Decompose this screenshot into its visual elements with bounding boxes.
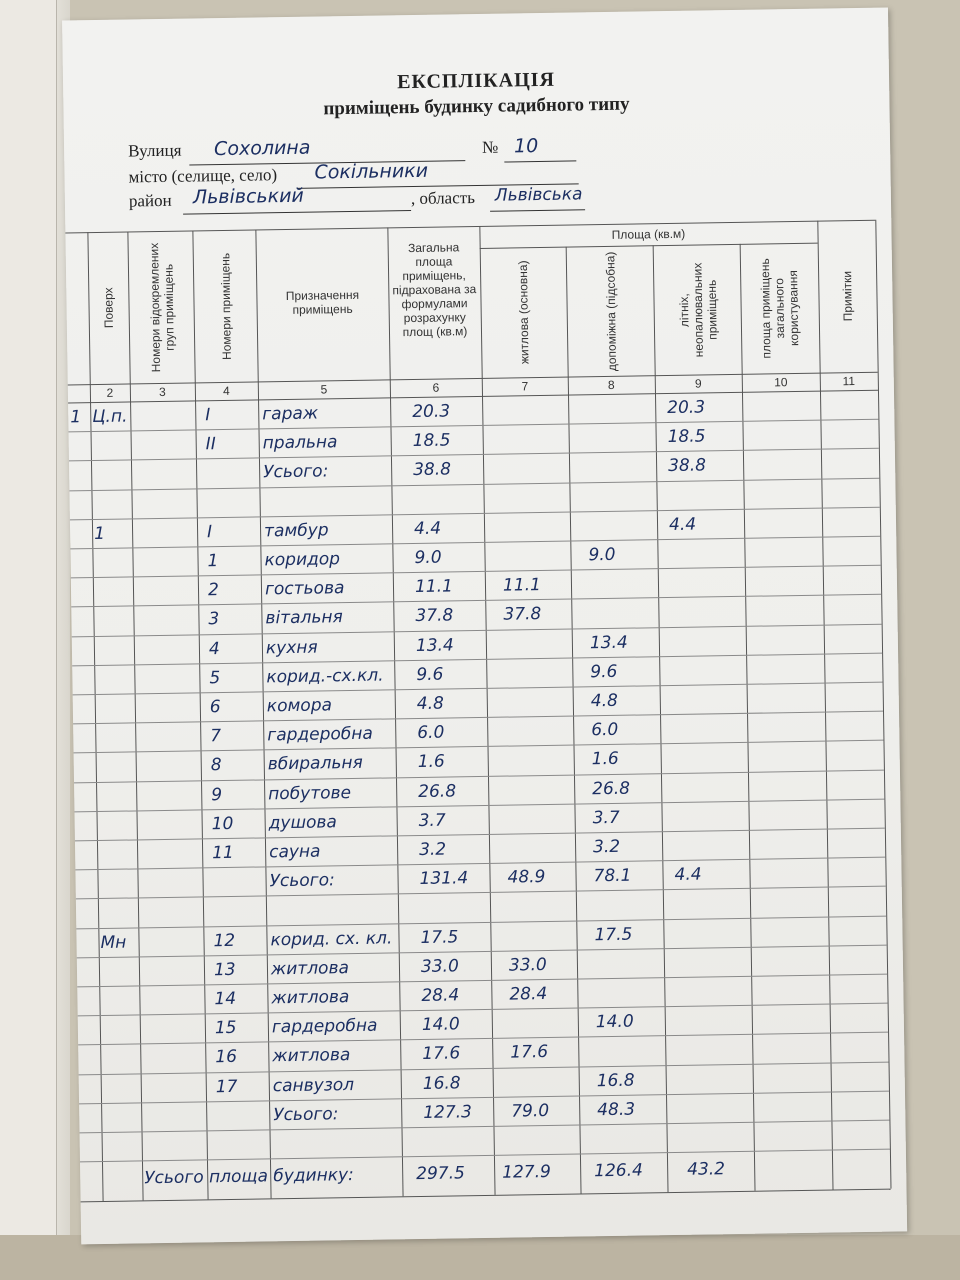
purpose-cell: гардеробна [267,723,374,746]
aux-area-cell: 26.8 [592,778,631,799]
living-area-cell: 11.1 [502,575,541,596]
total-area-cell: 4.4 [413,518,442,539]
purpose-cell: гараж [262,403,319,425]
header-purpose: Призначення приміщень [285,287,360,317]
column-rule-5 [387,227,403,1196]
total-area-cell: 13.4 [415,635,454,656]
total-area-cell: 1.6 [417,751,445,773]
total-area-cell: 33.0 [420,956,459,977]
room-number-cell: 8 [210,755,222,776]
room-number-cell: 14 [214,988,237,1010]
table-row [72,623,882,637]
table-row [74,740,884,754]
header-c2: Поверх [101,287,116,329]
room-number-cell: 9 [211,784,223,805]
column-number-11: 11 [842,374,856,389]
header-c10: площа приміщень загального користування [757,258,802,359]
aux-area-cell: 48.3 [597,1099,636,1121]
explication-sheet [62,8,907,1245]
summer-area-cell: 18.5 [667,426,706,448]
total-area-cell: 3.7 [418,810,446,831]
column-number-6: 6 [432,380,440,395]
purpose-cell: комора [266,695,333,717]
previous-page-edge [0,0,57,1280]
column-number-10: 10 [774,375,788,390]
document-subtitle: приміщень будинку садибного типу [323,93,630,120]
aux-area-cell: 3.7 [592,807,620,829]
total-area-cell: 17.6 [422,1043,461,1065]
explication-table [62,8,907,1245]
table-row [78,1003,888,1017]
room-number-cell: 2 [207,580,220,601]
total-area-cell: 9.6 [416,664,444,685]
header-c11: Примітки [840,270,855,322]
purpose-cell: коридор [264,549,341,571]
total-area-cell: 11.1 [414,576,454,598]
table-row [80,1120,890,1134]
living-area-cell: 79.0 [511,1100,550,1122]
table-row [74,798,884,812]
purpose-cell: житлова [270,957,350,980]
number-value: 10 [513,135,539,158]
room-number-cell: 12 [213,930,236,951]
purpose-cell: сауна [268,841,321,863]
aux-area-cell: 1.6 [591,749,619,770]
row-marker: 1 [70,407,82,428]
column-number-5: 5 [320,382,328,397]
table-bottom-rule [81,1189,891,1203]
column-number-9: 9 [694,376,702,391]
street-value: Сохолина [213,136,311,161]
room-number-cell: 7 [210,726,222,747]
room-number-cell: 17 [215,1076,238,1097]
total-area-cell: 20.3 [412,401,451,423]
table-row [78,1032,888,1046]
purpose-cell: побутове [268,782,352,804]
purpose-cell: житлова [271,987,350,1009]
living-area-cell: 17.6 [510,1042,549,1063]
district-label: район [128,190,172,211]
table-row [76,915,886,929]
purpose-cell: санвузол [272,1074,355,1096]
table-row [71,565,881,579]
city-label: місто (селище, село) [128,165,278,187]
grand-total-aux: 126.4 [594,1160,644,1182]
aux-area-cell: 9.0 [588,544,616,566]
room-number-cell: 6 [209,697,221,718]
header-area-group: Площа (кв.м) [611,226,686,242]
living-area-cell: 48.9 [507,867,546,888]
purpose-cell: Усього: [263,461,329,483]
purpose-cell: корид. сх. кл. [270,928,393,950]
living-area-cell: 33.0 [508,954,547,976]
room-number-cell: 13 [213,959,236,981]
room-number-cell: I [206,521,213,543]
purpose-cell: кухня [265,637,318,658]
city-value: Сокільники [314,159,429,184]
total-area-cell: 28.4 [421,985,460,1006]
aux-area-cell: 13.4 [589,632,628,653]
region-value: Львівська [494,184,583,206]
purpose-cell: Усього: [273,1104,339,1126]
district-value: Львівський [192,184,304,209]
header-c3: Номери відокремлених груп приміщень [146,242,176,372]
total-area-cell: 4.8 [416,693,445,714]
room-number-cell: 1 [207,551,219,572]
header-c1 [65,232,89,384]
total-area-cell: 26.8 [418,780,457,802]
column-number-2: 2 [106,385,114,400]
table-row [75,828,885,842]
total-area-cell: 14.0 [421,1014,460,1036]
living-area-cell: 37.8 [503,604,542,626]
aux-area-cell: 78.1 [593,865,632,887]
purpose-cell: корид.-сх.кл. [266,665,384,688]
room-number-cell: 3 [208,609,220,630]
table-row [74,769,884,783]
aux-area-cell: 14.0 [595,1011,634,1033]
grand-total-label: Усього площа будинку: [144,1165,354,1189]
purpose-cell: пральна [262,432,338,454]
street-label: Вулиця [127,140,182,161]
region-label: , область [410,188,476,209]
table-row [77,944,887,958]
total-area-cell: 38.8 [413,459,452,481]
table-row [69,477,879,491]
purpose-cell: гостьова [264,578,345,600]
header-c7: житлова (основна) [515,260,532,365]
summer-area-cell: 4.4 [674,864,702,886]
summer-area-cell: 38.8 [667,455,707,477]
purpose-cell: вітальня [265,607,343,629]
summer-area-cell: 20.3 [667,397,706,419]
grand-total-summer: 43.2 [687,1159,726,1180]
total-area-cell: 127.3 [423,1101,473,1123]
grand-total-living: 127.9 [502,1162,552,1183]
room-number-cell: I [205,405,211,426]
table-row [76,886,886,900]
header-c9: літніх, неопалювальних приміщень [675,262,719,357]
column-number-4: 4 [222,383,230,399]
total-area-cell: 131.4 [419,868,469,890]
table-row [70,536,880,550]
living-area-cell: 28.4 [509,983,548,1005]
summer-area-cell: 4.4 [668,514,697,535]
total-area-cell: 3.2 [418,839,447,860]
purpose-cell: Усього: [269,870,335,892]
room-number-cell: 5 [209,667,221,689]
room-number-cell: 10 [211,813,234,835]
table-row [80,1149,890,1163]
table-row [79,1090,889,1104]
header-c4: Номери приміщень [217,252,233,360]
total-area-cell: 6.0 [417,722,445,744]
total-area-cell: 18.5 [412,430,451,452]
aux-area-cell: 3.2 [592,836,621,858]
column-number-3: 3 [158,384,166,400]
purpose-cell: гардеробна [271,1015,378,1038]
grand-total-area: 297.5 [416,1163,466,1185]
aux-area-cell: 16.8 [596,1070,635,1091]
table-row [73,711,883,725]
total-area-cell: 17.5 [420,926,459,948]
floor-cell: Ц.п. [92,406,128,428]
table-row [72,652,882,666]
document-title: ЕКСПЛІКАЦІЯ [396,68,556,94]
column-number-8: 8 [607,377,615,392]
table-row [77,974,887,988]
total-area-cell: 37.8 [415,605,454,627]
header-c8: допоміжна (підсобна) [602,251,619,371]
room-number-cell: 11 [211,842,234,864]
aux-area-cell: 9.6 [590,661,618,683]
room-number-cell: 15 [214,1018,237,1039]
table-row [75,857,885,871]
table-row [70,506,880,520]
column-rule-11 [875,220,891,1189]
purpose-cell: вбиральня [267,753,363,775]
number-label: № [481,137,499,157]
aux-area-cell: 17.5 [594,924,633,945]
table-row [73,682,883,696]
header-total-area: Загальна площа приміщень, підрахована за формулами розрахунку площ (кв.м) [392,240,477,340]
purpose-cell: тамбур [263,520,329,542]
table-row [79,1061,889,1075]
purpose-cell: житлова [272,1045,351,1067]
aux-area-cell: 6.0 [591,720,619,741]
table-row [71,594,881,608]
total-area-cell: 9.0 [414,547,442,569]
table-row [69,448,879,462]
column-number-7: 7 [521,379,529,394]
room-number-cell: II [205,434,216,455]
room-number-cell: 16 [215,1047,238,1068]
total-area-cell: 16.8 [422,1072,461,1094]
aux-area-cell: 4.8 [590,690,619,712]
room-number-cell: 4 [208,638,220,659]
table-row [69,419,879,433]
purpose-cell: душова [268,812,338,834]
floor-cell: Мн [100,932,127,953]
floor-cell: 1 [93,523,106,544]
